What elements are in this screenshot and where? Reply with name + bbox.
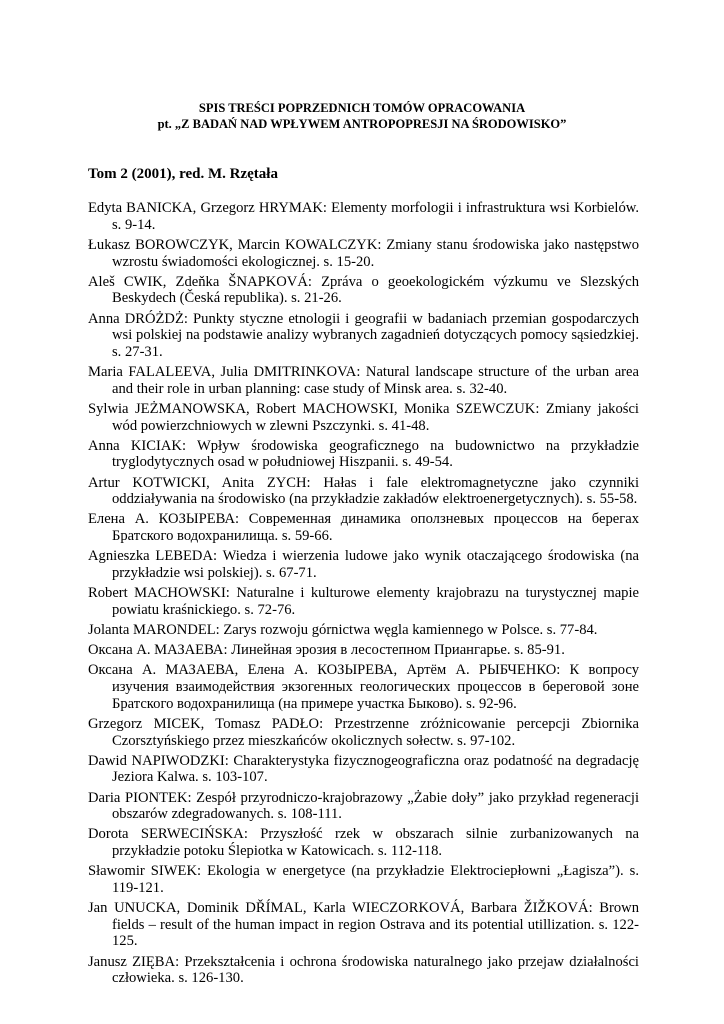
heading-line-1: SPIS TREŚCI POPRZEDNICH TOMÓW OPRACOWANIA	[198, 101, 526, 115]
volume-title: Tom 2 (2001), red. M. Rzętała	[88, 166, 278, 182]
toc-entry: Anna DRÓŻDŻ: Punkty styczne etnologii i geografii w badaniach przemian gospodarczych wsi polskiej na podstawie analizy wybranych zagadnień dotyczących pomocy sąsiedzkiej. s. 27-31.	[88, 310, 639, 360]
toc-entry: Edyta BANICKA, Grzegorz HRYMAK: Elementy morfologii i infrastruktura wsi Korbielów. s. 9-14.	[88, 200, 639, 233]
toc-entry: Janusz ZIĘBA: Przekształcenia i ochrona środowiska naturalnego jako przejaw działalności człowieka. s. 126-130.	[88, 953, 639, 987]
toc-entry: Daria PIONTEK: Zespół przyrodniczo-krajobrazowy „Żabie doły” jako przykład regeneracji obszarów zdegradowanych. s. 108-111.	[88, 789, 639, 823]
toc-entry: Łukasz BOROWCZYK, Marcin KOWALCZYK: Zmiany stanu środowiska jako następstwo wzrostu świadomości ekologicznej. s. 15-20.	[88, 236, 639, 270]
toc-entry: Artur KOTWICKI, Anita ZYCH: Hałas i fale elektromagnetyczne jako czynniki oddziaływania na środowisko (na przykładzie zakładów elektroenergetycznych). s. 55-58.	[88, 474, 639, 508]
toc-entry: Оксана А. МАЗАЕВА, Елена А. КОЗЫРЕВА, Артём А. РЫБЧЕНКО: К вопросу изучения взаимодействия экзогенных геологических процессов в береговой зоне Братского водохранилища (на примере участка Быково). s. 92-96.	[88, 662, 639, 712]
toc-entry: Aleš CWIK, Zdeňka ŠNAPKOVÁ: Zpráva o geoekologickém výzkumu ve Slezských Beskydech (Česká republika). s. 21-26.	[88, 273, 639, 307]
toc-entry: Agnieszka LEBEDA: Wiedza i wierzenia ludowe jako wynik otaczającego środowiska (na przykładzie wsi polskiej). s. 67-71.	[88, 548, 639, 581]
toc-entry: Sławomir SIWEK: Ekologia w energetyce (na przykładzie Elektrociepłowni „Łagisza”). s. 119-121.	[88, 863, 639, 896]
toc-entry: Jolanta MARONDEL: Zarys rozwoju górnictwa węgla kamiennego w Polsce. s. 77-84.	[88, 621, 598, 638]
toc-entry: Maria FALALEEVA, Julia DMITRINKOVA: Natural landscape structure of the urban area and their role in urban planning: case study of Minsk area. s. 32-40.	[88, 364, 639, 397]
heading-line-2: pt. „Z BADAŃ NAD WPŁYWEM ANTROPOPRESJI NA ŚRODOWISKO”	[157, 117, 567, 131]
toc-entry: Dorota SERWECIŃSKA: Przyszłość rzek w obszarach silnie zurbanizowanych na przykładzie potoku Ślepiotka w Katowicach. s. 112-118.	[88, 826, 639, 860]
table-of-contents-list	[88, 200, 639, 990]
toc-entry: Елена А. КОЗЫРЕВА: Современная динамика оползневых процессов на берегах Братского водохранилища. s. 59-66.	[88, 511, 639, 545]
toc-entry: Robert MACHOWSKI: Naturalne i kulturowe elementy krajobrazu na turystycznej mapie powiatu kraśnickiego. s. 72-76.	[88, 585, 639, 618]
toc-entry: Sylwia JEŻMANOWSKA, Robert MACHOWSKI, Monika SZEWCZUK: Zmiany jakości wód powierzchniowych w zlewni Pszczynki. s. 41-48.	[88, 400, 639, 434]
toc-entry: Оксана А. МАЗАЕВА: Линейная эрозия в лесостепном Приангарье. s. 85-91.	[88, 642, 565, 659]
toc-entry: Grzegorz MICEK, Tomasz PADŁO: Przestrzenne zróżnicowanie percepcji Zbiornika Czorsztyńskiego przez mieszkańców okolicznych sołectw. s. 97-102.	[88, 715, 639, 749]
document-heading	[0, 100, 724, 132]
toc-entry: Anna KICIAK: Wpływ środowiska geograficznego na budownictwo na przykładzie tryglodytycznych osad w południowej Hiszpanii. s. 49-54.	[88, 437, 639, 471]
toc-entry: Jan UNUCKA, Dominik DŘÍMAL, Karla WIECZORKOVÁ, Barbara ŽIŽKOVÁ: Brown fields – result of the human impact in region Ostrava and its potential utillization. s. 122-125.	[88, 900, 639, 950]
toc-entry: Dawid NAPIWODZKI: Charakterystyka fizycznogeograficzna oraz podatność na degradację Jeziora Kalwa. s. 103-107.	[88, 752, 639, 786]
